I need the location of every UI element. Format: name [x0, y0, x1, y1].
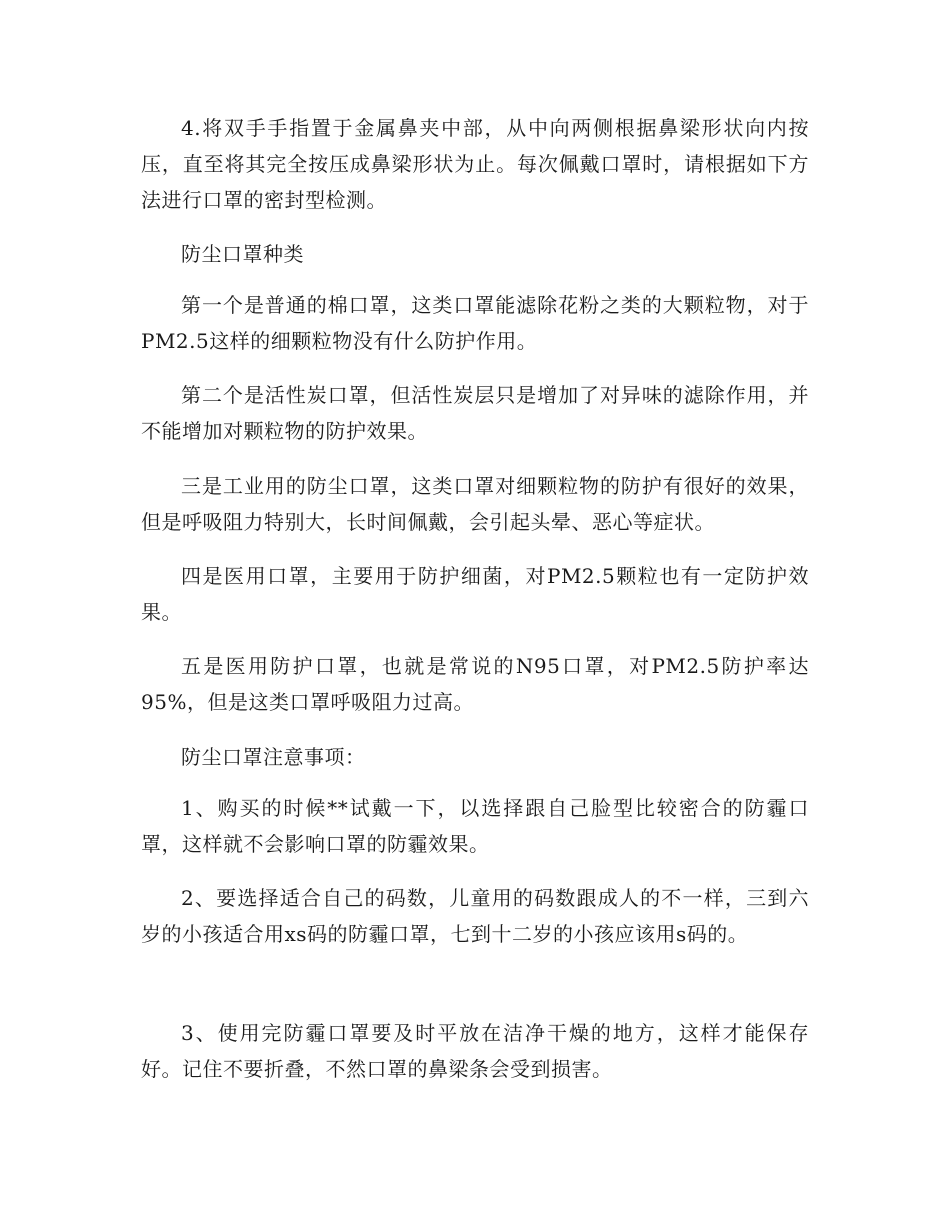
paragraph-cotton-mask: 第一个是普通的棉口罩，这类口罩能滤除花粉之类的大颗粒物，对于PM2.5这样的细颗粒物没有什么防护作用。 — [141, 293, 809, 353]
heading-precautions: 防尘口罩注意事项： — [181, 745, 366, 769]
paragraph-industrial-mask: 三是工业用的防尘口罩，这类口罩对细颗粒物的防护有很好的效果，但是呼吸阻力特别大，长时间佩戴，会引起头晕、恶心等症状。 — [141, 474, 809, 534]
paragraph-activated-carbon-mask: 第二个是活性炭口罩，但活性炭层只是增加了对异味的滤除作用，并不能增加对颗粒物的防护效果。 — [141, 383, 809, 443]
paragraph-medical-mask: 四是医用口罩，主要用于防护细菌，对PM2.5颗粒也有一定防护效果。 — [141, 564, 809, 624]
paragraph-precaution-3: 3、使用完防霾口罩要及时平放在洁净干燥的地方，这样才能保存好。记住不要折叠，不然口罩的鼻梁条会受到损害。 — [141, 1021, 809, 1081]
heading-mask-types: 防尘口罩种类 — [181, 242, 304, 266]
paragraph-precaution-2: 2、要选择适合自己的码数，儿童用的码数跟成人的不一样，三到六岁的小孩适合用xs码的防霾口罩，七到十二岁的小孩应该用s码的。 — [141, 886, 809, 946]
paragraph-nose-clip-instructions: 4.将双手手指置于金属鼻夹中部，从中向两侧根据鼻梁形状向内按压，直至将其完全按压成鼻梁形状为止。每次佩戴口罩时，请根据如下方法进行口罩的密封型检测。 — [141, 116, 809, 212]
paragraph-n95-mask: 五是医用防护口罩，也就是常说的N95口罩，对PM2.5防护率达95%，但是这类口罩呼吸阻力过高。 — [141, 654, 809, 714]
paragraph-precaution-1: 1、购买的时候**试戴一下，以选择跟自己脸型比较密合的防霾口罩，这样就不会影响口罩的防霾效果。 — [141, 796, 809, 856]
